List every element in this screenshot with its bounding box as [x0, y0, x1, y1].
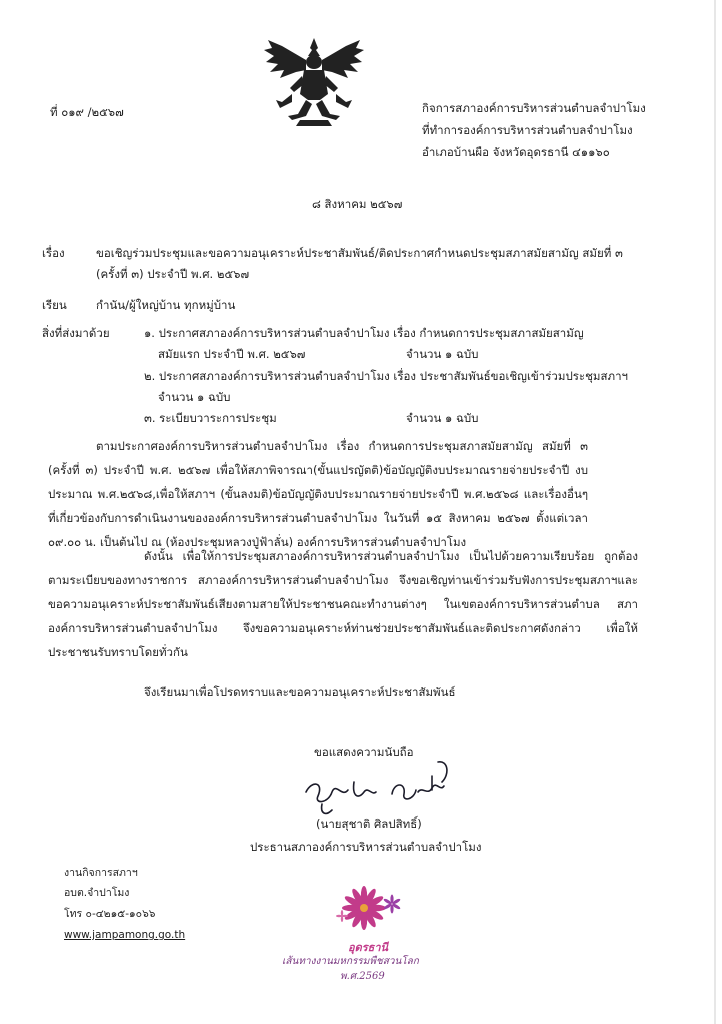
flower-logo-icon: [334, 886, 404, 936]
footer-org: อบต.จำปาโมง: [64, 887, 130, 899]
enclosure-item-2-qty: จำนวน ๑ ฉบับ: [158, 390, 231, 404]
signer-name: (นายสุชาติ ศิลปสิทธิ์): [316, 817, 422, 831]
garuda-emblem-icon: [262, 36, 366, 128]
logo-subtitle: เส้นทางงานมหกรรมพืชสวนโลก: [282, 956, 419, 967]
footer-website-link[interactable]: www.jampamong.go.th: [64, 929, 186, 941]
enclosure-item-1: ๑. ประกาศสภาองค์การบริหารส่วนตำบลจำปาโมง เรื่อง กำหนดการประชุมสภาสมัยสามัญ: [144, 326, 584, 340]
subject-line-1: ขอเชิญร่วมประชุมและขอความอนุเคราะห์ประชาสัมพันธ์/ติดประกาศกำหนดประชุมสภาสมัยสามัญ สมัยที่ ๓: [96, 246, 623, 260]
logo-title: อุดรธานี: [348, 941, 389, 954]
subject-label: เรื่อง: [42, 246, 65, 260]
body-paragraph-3: จึงเรียนมาเพื่อโปรดทราบและขอความอนุเคราะห์ประชาสัมพันธ์: [144, 685, 456, 699]
signature: [298, 752, 458, 822]
sender-org: กิจการสภาองค์การบริหารส่วนตำบลจำปาโมง: [422, 101, 646, 115]
document-number: ที่ ๐๑๙ /๒๕๖๗: [50, 105, 124, 119]
enclosure-item-2: ๒. ประกาศสภาองค์การบริหารส่วนตำบลจำปาโมง เรื่อง ประชาสัมพันธ์ขอเชิญเข้าร่วมประชุมสภาฯ: [144, 369, 628, 383]
sender-office: ที่ทำการองค์การบริหารส่วนตำบลจำปาโมง: [422, 123, 633, 137]
body-paragraph-1: ตามประกาศองค์การบริหารส่วนตำบลจำปาโมง เรื่อง กำหนดการประชุมสภาสมัยสามัญ สมัยที่ ๓ (ครั้งที่ ๓) ประจำปี พ.ศ. ๒๕๖๗ เพื่อให้สภาพิจารณา(ขั้นแปรญัตติ)ข้อบัญญัติงบประมาณรายจ่ายประจำปี งบประมาณ พ.ศ.๒๕๖๘,เพื่อให้สภาฯ (ขั้นลงมติ)ข้อบัญญัติงบประมาณรายจ่ายประจำปี พ.ศ.๒๕๖๘ และเรื่องอื่นๆ ที่เกี่ยวข้องกับการดำเนินงานขององค์การบริหารส่วนตำบลจำปาโมง ในวันที่ ๑๕ สิงหาคม ๒๕๖๗ ตั้งแต่เวลา ๐๙.๐๐ น. เป็นต้นไป ณ (ห้องประชุมหลวงปู่ฟ้าลั่น) องค์การบริหารส่วนตำบลจำปาโมง: [48, 439, 588, 549]
enclosures-label: สิ่งที่ส่งมาด้วย: [42, 326, 110, 340]
sender-address: อำเภอบ้านผือ จังหวัดอุดรธานี ๔๑๑๖๐: [422, 145, 610, 159]
subject-line-2: (ครั้งที่ ๓) ประจำปี พ.ศ. ๒๕๖๗: [96, 267, 250, 281]
closing-salutation: ขอแสดงความนับถือ: [314, 745, 414, 759]
enclosure-item-3-qty: จำนวน ๑ ฉบับ: [406, 411, 479, 425]
enclosure-item-1-qty: จำนวน ๑ ฉบับ: [406, 347, 479, 361]
page-edge-shadow: [714, 0, 716, 1024]
body-paragraph-2: ดังนั้น เพื่อให้การประชุมสภาองค์การบริหารส่วนตำบลจำปาโมง เป็นไปด้วยความเรียบร้อย ถูกต้องตามระเบียบของทางราชการ สภาองค์การบริหารส่วนตำบลจำปาโมง จึงขอเชิญท่านเข้าร่วมรับฟังการประชุมสภาฯและขอความอนุเคราะห์ประชาสัมพันธ์เสียงตามสายให้ประชาชนคณะทำงานต่างๆ ในเขตองค์การบริหารส่วนตำบล สภาองค์การบริหารส่วนตำบลจำปาโมง จึงขอความอนุเคราะห์ท่านช่วยประชาสัมพันธ์และติดประกาศดังกล่าว เพื่อให้ประชาชนรับทราบโดยทั่วกัน: [48, 549, 638, 659]
footer-department: งานกิจการสภาฯ: [64, 867, 138, 879]
footer-phone: โทร ๐-๔๒๑๕-๑๐๖๖: [64, 908, 156, 920]
enclosure-item-1-cont: สมัยแรก ประจำปี พ.ศ. ๒๕๖๗: [158, 347, 306, 361]
logo-year: พ.ศ.2569: [340, 971, 385, 982]
letter-date: ๘ สิงหาคม ๒๕๖๗: [312, 197, 403, 211]
signer-position: ประธานสภาองค์การบริหารส่วนตำบลจำปาโมง: [250, 840, 482, 854]
recipient-label: เรียน: [42, 298, 67, 312]
recipient-text: กำนัน/ผู้ใหญ่บ้าน ทุกหมู่บ้าน: [96, 298, 236, 312]
enclosure-item-3: ๓. ระเบียบวาระการประชุม: [144, 411, 277, 425]
